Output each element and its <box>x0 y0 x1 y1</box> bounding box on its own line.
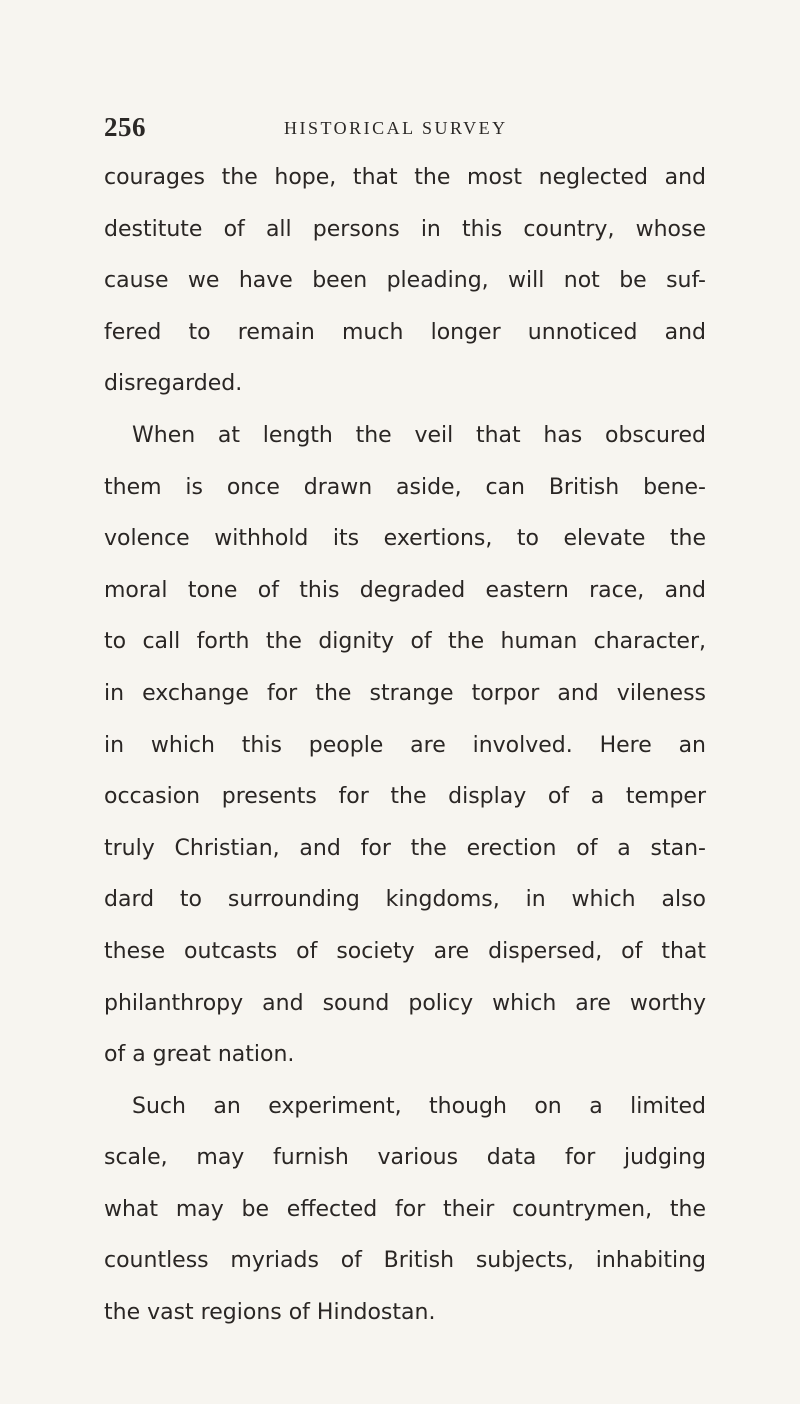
text-line: volence withhold its exertions, to elevate the <box>104 526 706 552</box>
text-line: philanthropy and sound policy which are worthy <box>104 990 706 1016</box>
text-line: courages the hope, that the most neglected and <box>104 165 706 190</box>
text-line: scale, may furnish various data for judging <box>104 1145 706 1171</box>
text-line: in which this people are involved. Here an <box>104 732 706 758</box>
running-head: HISTORICAL SURVEY <box>284 118 508 138</box>
text-line: moral tone of this degraded eastern race, and <box>104 577 706 603</box>
text-line: occasion presents for the display of a temper <box>104 784 706 810</box>
text-line: fered to remain much longer unnoticed and <box>104 319 706 345</box>
text-line: destitute of all persons in this country, whose <box>104 216 706 242</box>
text-line: dard to surrounding kingdoms, in which also <box>104 887 706 913</box>
text-line: in exchange for the strange torpor and vileness <box>104 680 706 706</box>
paragraph-start-line: When at length the veil that has obscured <box>132 422 706 448</box>
page-header <box>104 112 704 152</box>
text-line: to call forth the dignity of the human character, <box>104 629 706 655</box>
body-text <box>104 152 706 1339</box>
text-line: disregarded. <box>104 371 243 397</box>
text-line: what may be effected for their countrymen, the <box>104 1196 706 1222</box>
text-line: the vast regions of Hindostan. <box>104 1300 436 1326</box>
text-line: of a great nation. <box>104 1042 295 1068</box>
text-line: truly Christian, and for the erection of a stan- <box>104 835 706 861</box>
text-line: cause we have been pleading, will not be suf- <box>104 268 706 294</box>
text-line: them is once drawn aside, can British bene- <box>104 474 706 500</box>
paragraph-start-line: Such an experiment, though on a limited <box>132 1093 706 1119</box>
page-number: 256 <box>104 112 146 142</box>
text-line: countless myriads of British subjects, inhabiting <box>104 1248 706 1274</box>
text-line: these outcasts of society are dispersed, of that <box>104 938 706 964</box>
